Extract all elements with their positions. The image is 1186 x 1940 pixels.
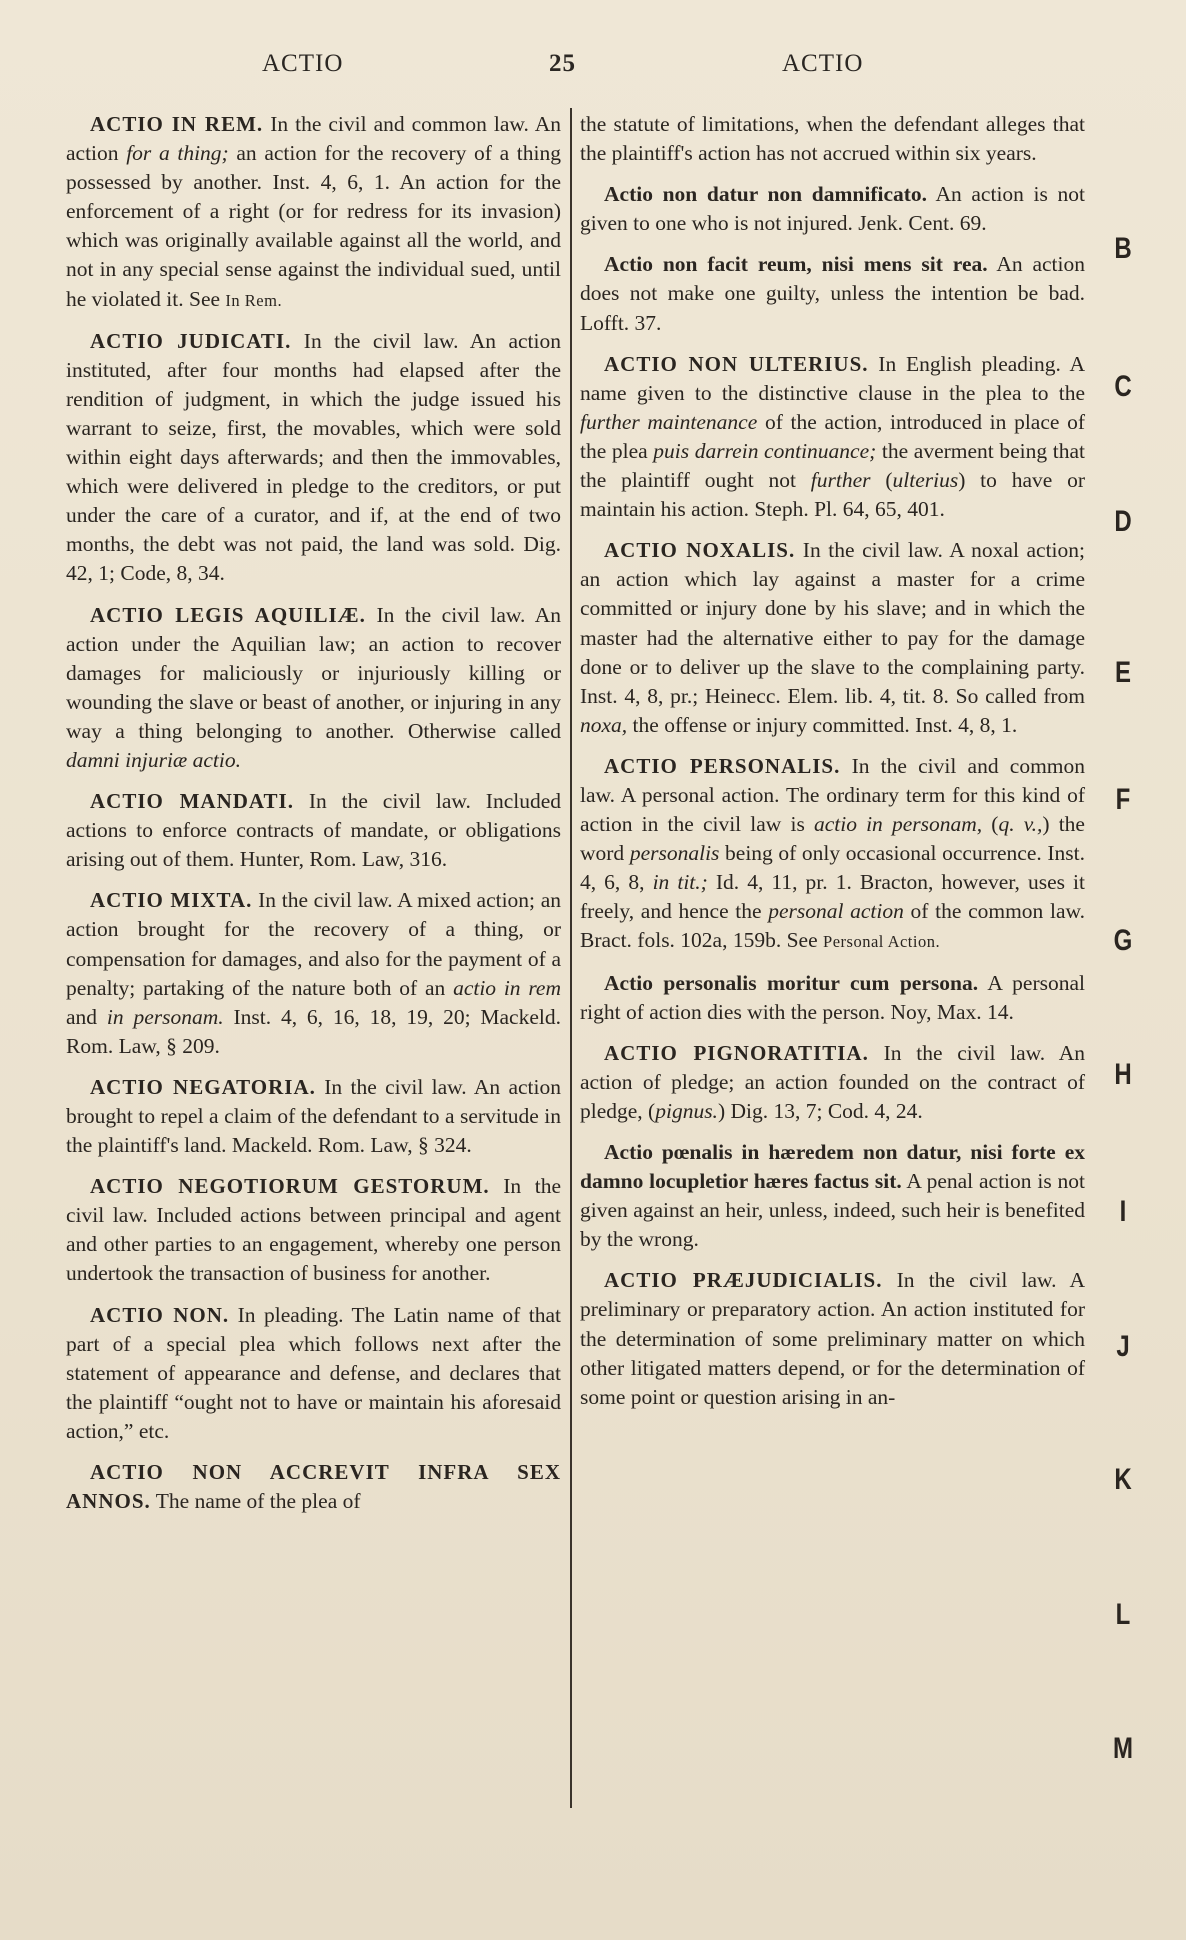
thumb-index-letter: C [1114, 370, 1132, 403]
entry-text: In the civil law. An action brought to repel a claim of the defendant to a servitude in the plaintiff's land. Mackeld. Rom. Law, § 324. [66, 1074, 561, 1158]
entry-text: Inst. 4, 6, 16, 18, 19, 20; Mackeld. Rom. Law, § 209. [66, 1004, 561, 1058]
entry-headword: ACTIO NON ACCREVIT INFRA SEX ANNOS. [66, 1460, 561, 1514]
entry-text: In the civil law. A preliminary or preparatory action. An action instituted for the determination of some preliminary matter on which other litigated matters depend, or for the determination of some point or question arising in an- [580, 1268, 1085, 1409]
dictionary-entry [66, 1172, 561, 1288]
left-column [66, 110, 561, 1528]
entry-headword: ACTIO PIGNORATITIA. [604, 1040, 869, 1065]
dictionary-entry [66, 1073, 561, 1160]
entry-text: of the common law. Bract. fols. 102a, 159b. See [580, 899, 1086, 953]
entry-text: puis darrein continuance; [653, 438, 877, 463]
entry-text: in personam. [106, 1004, 224, 1029]
entry-text: further [810, 468, 871, 493]
page-number: 25 [549, 50, 576, 77]
entry-text: An action is not given to one who is not injured. Jenk. Cent. 69. [580, 182, 1085, 236]
thumb-index-letter: M [1113, 1732, 1133, 1765]
entry-text: ) to have or maintain his action. Steph. Pl. 64, 65, 401. [580, 468, 1085, 522]
entry-headword: ACTIO NON ULTERIUS. [604, 351, 869, 376]
entry-text: In the civil law. Included actions to enforce contracts of mandate, or obligations arising out of them. Hunter, Rom. Law, 316. [66, 789, 562, 872]
entry-text: and [66, 1004, 107, 1029]
entry-text: further maintenance [580, 409, 758, 434]
dictionary-entry [580, 180, 1085, 238]
entry-text: Personal Action. [823, 932, 941, 952]
dictionary-entry [66, 601, 561, 776]
entry-text: personalis [629, 841, 720, 866]
running-head-left: ACTIO [262, 50, 344, 77]
dictionary-entry [580, 752, 1085, 957]
entry-text: In the civil law. An action instituted, after four months had elapsed after the rendition of judgment, in which the judge issued his warrant to seize, first, the movables, which were sold within eight days afterwards; and then the immovables, which were delivered in pledge to the creditors, or put under the care of a curator, and if, at the end of two months, the debt was not paid, the land was sold. Dig. 42, 1; Code, 8, 34. [66, 328, 561, 586]
entry-text: ulterius [892, 468, 959, 493]
entry-text: In the civil law. An action under the Aquilian law; an action to recover damages for maliciously or injuriously killing or wounding the slave or beast of another, or injuring in any way a thing belonging to another. Otherwise called [66, 602, 561, 743]
dictionary-entry [66, 1301, 561, 1446]
thumb-index-letter: G [1113, 924, 1133, 957]
thumb-index-letter: E [1114, 656, 1131, 689]
thumb-index-letter: K [1114, 1463, 1132, 1496]
thumb-index-letter: L [1115, 1598, 1131, 1631]
entry-text: ( [982, 812, 999, 837]
dictionary-entry [580, 250, 1085, 337]
entry-text: actio in rem [453, 975, 561, 1000]
entry-text: personal action [768, 899, 904, 924]
entry-headword: ACTIO NEGATORIA. [90, 1074, 316, 1099]
entry-text: the offense or injury committed. Inst. 4, 8, 1. [627, 712, 1018, 737]
dictionary-entry [580, 536, 1085, 740]
entry-text: In the civil law. A noxal action; an action which lay against a master for a crime committed or injury done by his slave; and in which the master had the alternative either to pay for the damage done or to deliver up the slave to the complaining party. Inst. 4, 8, pr.; Heinecc. Elem. lib. 4, tit. 8. So called from [580, 538, 1085, 708]
dictionary-entry [66, 787, 561, 874]
column-divider [570, 108, 572, 1808]
entry-headword: ACTIO LEGIS AQUILIÆ. [90, 602, 366, 627]
entry-text: an action for the recovery of a thing possessed by another. Inst. 4, 6, 1. An action for the enforcement of a right (or for redress for its invasion) which was originally available against all the world, and not in any special sense against the individual sued, until he violated it. See [66, 141, 561, 311]
running-head-right: ACTIO [782, 50, 864, 77]
entry-headword: ACTIO NOXALIS. [604, 538, 796, 563]
entry-text: In the civil law. A mixed action; an action brought for the recovery of a thing, or compensation for damages, and also for the payment of a penalty; partaking of the nature both of an [66, 888, 562, 1000]
entry-text: pignus. [655, 1098, 718, 1123]
dictionary-entry [580, 1138, 1085, 1254]
entry-text: In the civil law. An action of pledge; an action founded on the contract of pledge, ( [580, 1040, 1085, 1123]
thumb-index-letter: D [1114, 505, 1132, 538]
dictionary-entry [580, 350, 1085, 525]
entry-headword: ACTIO NEGOTIORUM GESTORUM. [90, 1174, 490, 1199]
entry-text: In the civil and common law. An action [66, 112, 561, 166]
thumb-index-letter: J [1116, 1330, 1130, 1363]
entry-text: q. v., [998, 812, 1043, 837]
entry-text: The name of the plea of [155, 1489, 361, 1514]
dictionary-entry [66, 110, 561, 315]
thumb-index-letter: F [1115, 783, 1131, 816]
entry-maxim: Actio non datur non damnificato. [604, 182, 928, 207]
entry-text: Id. 4, 11, pr. 1. Bracton, however, uses it freely, and hence the [580, 870, 1086, 924]
entry-text: In the civil law. Included actions between principal and agent and other parties to an engagement, whereby one person undertook the transaction of business for another. [66, 1174, 561, 1286]
entry-text: In Rem. [225, 290, 283, 310]
entry-headword: ACTIO PERSONALIS. [604, 753, 841, 778]
entry-text: of the action, introduced in place of the plea [580, 409, 1086, 463]
entry-text: A personal right of action dies with the person. Noy, Max. 14. [580, 970, 1085, 1024]
dictionary-entry [580, 110, 1085, 168]
entry-text: for a thing; [126, 141, 229, 166]
entry-text: An action does not make one guilty, unless the intention be bad. Lofft. 37. [580, 252, 1085, 335]
entry-text: noxa, [580, 712, 628, 737]
dictionary-entry [66, 886, 561, 1061]
thumb-index-letter: H [1114, 1058, 1132, 1091]
dictionary-entry [66, 327, 561, 589]
entry-headword: ACTIO MANDATI. [90, 789, 294, 814]
entry-headword: ACTIO IN REM. [90, 112, 264, 136]
entry-text: In pleading. The Latin name of that part of a special plea which follows next after the statement of appearance and defense, and declares that the plaintiff “ought not to have or maintain his aforesaid action,” etc. [66, 1302, 562, 1443]
entry-text: the statute of limitations, when the defendant alleges that the plaintiff's action has not accrued within six years. [580, 112, 1085, 166]
dictionary-entry [580, 1266, 1085, 1411]
entry-text: In English pleading. A name given to the distinctive clause in the plea to the [580, 351, 1085, 405]
entry-text: ( [870, 468, 893, 493]
entry-maxim: Actio non facit reum, nisi mens sit rea. [604, 252, 988, 277]
dictionary-entry [66, 1458, 561, 1516]
entry-maxim: Actio pœnalis in hæredem non datur, nisi forte ex damno locupletior hæres factus sit. [580, 1140, 1085, 1194]
entry-text: damni injuriæ actio. [66, 747, 241, 772]
entry-headword: ACTIO PRÆJUDICIALIS. [604, 1268, 883, 1293]
dictionary-entry [580, 1039, 1085, 1126]
entry-text: A penal action is not given against an heir, unless, indeed, such heir is benefited by the wrong. [580, 1169, 1086, 1252]
dictionary-entry [580, 969, 1085, 1027]
thumb-index-letter: I [1119, 1195, 1127, 1228]
entry-text: being of only occasional occurrence. Inst. 4, 6, 8, [580, 841, 1086, 895]
entry-text: ) Dig. 13, 7; Cod. 4, 24. [717, 1098, 923, 1123]
entry-text: ) the word [580, 812, 1085, 866]
thumb-index-letter: B [1114, 232, 1132, 265]
entry-text: in tit.; [652, 870, 708, 895]
right-column [580, 110, 1085, 1424]
entry-text: In the civil and common law. A personal action. The ordinary term for this kind of action in the civil law is [580, 753, 1086, 837]
entry-text: the averment being that the plaintiff ought not [580, 438, 1085, 493]
entry-maxim: Actio personalis moritur cum persona. [604, 970, 979, 995]
entry-headword: ACTIO MIXTA. [90, 888, 253, 913]
entry-headword: ACTIO NON. [90, 1302, 230, 1327]
entry-headword: ACTIO JUDICATI. [90, 328, 292, 353]
entry-text: actio in personam, [813, 812, 983, 837]
